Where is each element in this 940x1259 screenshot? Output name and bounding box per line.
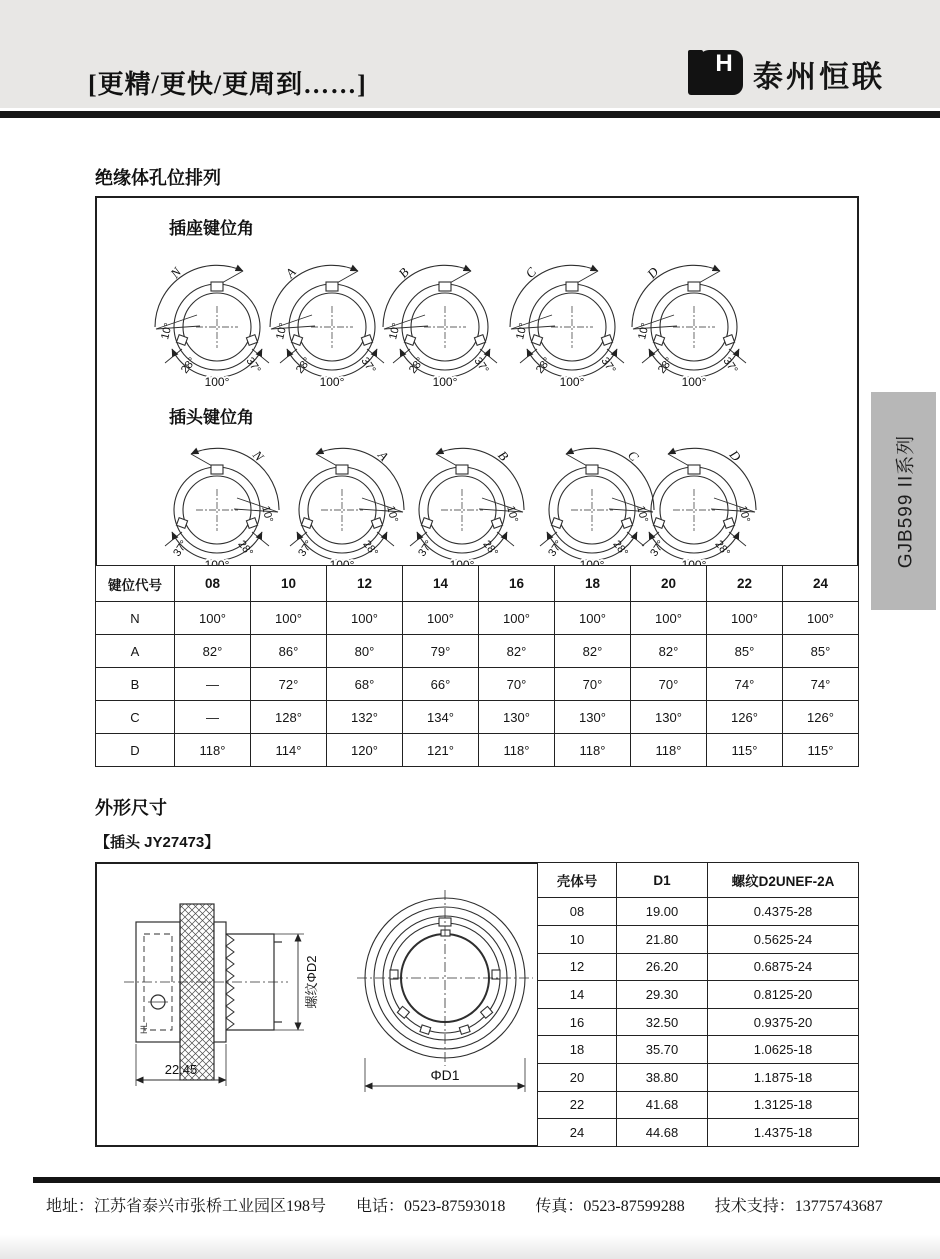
shell-size-table-row-key: 10	[538, 925, 617, 953]
shell-size-table-value-cell: 26.20	[617, 953, 708, 981]
shell-size-table-value-cell: 19.00	[617, 898, 708, 926]
key-angle-table-value-cell: 79°	[403, 635, 479, 668]
plug-key-diagram-D	[629, 426, 759, 588]
key-angle-table-value-cell: 120°	[327, 734, 403, 767]
key-angle-table-value-cell: 100°	[403, 602, 479, 635]
angle-10-label: 10°	[387, 321, 403, 341]
shell-size-table-value-cell: 0.4375-28	[708, 898, 859, 926]
key-angle-table-value-cell: 118°	[555, 734, 631, 767]
logo-monogram: H	[715, 50, 733, 77]
angle-28-label: 28°	[480, 538, 501, 559]
shell-size-table-row	[538, 981, 859, 1009]
series-label: GJB599 II系列	[895, 434, 916, 568]
angle-100-label: 100°	[681, 375, 707, 389]
key-angle-table-value-cell: 100°	[175, 602, 251, 635]
angle-100-label: 100°	[559, 375, 585, 389]
key-angle-table-value-cell: —	[175, 668, 251, 701]
key-angle-table-value-cell: 100°	[707, 602, 783, 635]
key-angle-table-value-cell: 126°	[707, 701, 783, 734]
footer-fax: 传真：0523-87599288	[535, 1198, 685, 1215]
shell-size-table-row-key: 16	[538, 1008, 617, 1036]
angle-10-label: 10°	[634, 504, 650, 524]
shell-size-table-column-header: D1	[617, 863, 708, 898]
key-angle-table-row-key: C	[96, 701, 175, 734]
key-angle-table-column-header: 12	[327, 566, 403, 602]
key-angle-table-value-cell: 82°	[631, 635, 707, 668]
angle-28-label: 28°	[712, 538, 733, 559]
key-angle-table-column-header: 20	[631, 566, 707, 602]
key-angle-table-value-cell: 130°	[631, 701, 707, 734]
key-angle-table-value-cell: 134°	[403, 701, 479, 734]
angle-28-label: 28°	[360, 538, 381, 559]
angle-100-label: 100°	[204, 375, 230, 389]
angle-10-label: 10°	[159, 321, 175, 341]
socket-key-diagram-A	[267, 243, 397, 405]
shell-size-table-value-cell: 1.1875-18	[708, 1064, 859, 1092]
angle-10-label: 10°	[736, 504, 752, 524]
key-angle-table-row-key: N	[96, 602, 175, 635]
socket-key-diagram-C	[507, 243, 637, 405]
angle-10-label: 10°	[259, 504, 275, 524]
key-angle-table-row-key: B	[96, 668, 175, 701]
header-divider	[0, 111, 940, 118]
key-angle-table-value-cell: 85°	[707, 635, 783, 668]
key-angle-table-value-cell: 100°	[631, 602, 707, 635]
key-angle-table-value-cell: 126°	[783, 701, 859, 734]
key-angle-table-value-cell: 118°	[631, 734, 707, 767]
key-angle-table-value-cell: 100°	[783, 602, 859, 635]
key-angle-table-row	[96, 635, 859, 668]
shell-size-table-value-cell: 0.8125-20	[708, 981, 859, 1009]
shell-size-table-column-header: 壳体号	[538, 863, 617, 898]
shell-size-table-value-cell: 0.5625-24	[708, 925, 859, 953]
header-slogan: [更精/更快/更周到……]	[88, 70, 367, 99]
key-angle-table-row	[96, 602, 859, 635]
key-angle-table-value-cell: 82°	[555, 635, 631, 668]
plug-key-diagram-A	[277, 426, 407, 588]
dimensions-section-title: 外形尺寸	[95, 798, 167, 818]
plug-side-view-drawing	[122, 882, 357, 1122]
key-angle-table-value-cell: 121°	[403, 734, 479, 767]
shell-size-table-value-cell: 0.9375-20	[708, 1008, 859, 1036]
shell-size-table-column-header: 螺纹D2UNEF-2A	[708, 863, 859, 898]
shell-size-table-row	[538, 953, 859, 981]
shell-size-table-value-cell: 1.0625-18	[708, 1036, 859, 1064]
key-letter-label: N	[167, 264, 185, 281]
dimensions-box	[95, 862, 859, 1147]
key-angle-table-value-cell: 100°	[327, 602, 403, 635]
angle-37-label: 37°	[648, 538, 668, 559]
footer	[46, 1193, 926, 1216]
key-angle-table-value-cell: 74°	[783, 668, 859, 701]
key-angle-table-value-cell: 72°	[251, 668, 327, 701]
key-angle-table-value-cell: 114°	[251, 734, 327, 767]
key-angle-table-value-cell: 80°	[327, 635, 403, 668]
shell-size-table-value-cell: 44.68	[617, 1119, 708, 1147]
shell-size-table-value-cell: 41.68	[617, 1091, 708, 1119]
shell-size-table-value-cell: 38.80	[617, 1064, 708, 1092]
plug-model-subtitle: 【插头 JY27473】	[95, 834, 220, 851]
key-angle-table-value-cell: 66°	[403, 668, 479, 701]
key-angle-table-column-header: 08	[175, 566, 251, 602]
key-letter-label: D	[726, 447, 745, 465]
angle-37-label: 37°	[416, 538, 436, 559]
shell-size-table-value-cell: 21.80	[617, 925, 708, 953]
angle-28-label: 28°	[406, 355, 427, 376]
shell-size-table-row-key: 18	[538, 1036, 617, 1064]
angle-28-label: 28°	[533, 355, 554, 376]
angle-10-label: 10°	[384, 504, 400, 524]
shell-size-table-value-cell: 32.50	[617, 1008, 708, 1036]
angle-28-label: 28°	[610, 538, 631, 559]
plug-front-view-drawing	[345, 880, 545, 1120]
shell-size-table-value-cell: 1.4375-18	[708, 1119, 859, 1147]
insulator-diagram-box	[95, 196, 859, 767]
key-angle-table-column-header: 14	[403, 566, 479, 602]
key-angle-table-row	[96, 668, 859, 701]
angle-37-label: 37°	[471, 355, 491, 376]
socket-key-diagram-N	[152, 243, 282, 405]
shell-size-table-value-cell: 1.3125-18	[708, 1091, 859, 1119]
angle-28-label: 28°	[293, 355, 314, 376]
key-angle-table-value-cell: 70°	[631, 668, 707, 701]
key-angle-table-value-cell: 100°	[479, 602, 555, 635]
key-angle-table-value-cell: 100°	[251, 602, 327, 635]
angle-10-label: 10°	[504, 504, 520, 524]
hl-mark-label: HL	[139, 1022, 149, 1034]
key-angle-table-value-cell: 130°	[555, 701, 631, 734]
key-angle-table-header-row	[96, 566, 859, 602]
shell-size-table-row	[538, 898, 859, 926]
plug-key-diagram-B	[397, 426, 527, 588]
key-angle-table-row	[96, 701, 859, 734]
plug-key-diagram-N	[152, 426, 282, 588]
key-letter-label: A	[375, 447, 392, 464]
key-angle-table-value-cell: 82°	[175, 635, 251, 668]
key-angle-table-value-cell: 130°	[479, 701, 555, 734]
shell-size-table-row-key: 14	[538, 981, 617, 1009]
shell-size-table-row	[538, 1008, 859, 1036]
key-letter-label: C	[522, 264, 540, 281]
angle-37-label: 37°	[171, 538, 191, 559]
plug-key-angle-label: 插头键位角	[169, 408, 254, 427]
shell-size-table-row-key: 12	[538, 953, 617, 981]
key-angle-table-column-header: 22	[707, 566, 783, 602]
key-angle-table-value-cell: 118°	[175, 734, 251, 767]
key-letter-label: N	[249, 447, 267, 464]
key-angle-table-value-cell: 70°	[479, 668, 555, 701]
brand-name: 泰州恒联	[753, 61, 885, 94]
key-angle-table-value-cell: —	[175, 701, 251, 734]
key-angle-table-row	[96, 734, 859, 767]
key-angle-table-value-cell: 128°	[251, 701, 327, 734]
shell-size-table-value-cell: 35.70	[617, 1036, 708, 1064]
key-letter-label: B	[395, 264, 412, 281]
key-letter-label: C	[624, 447, 642, 464]
angle-10-label: 10°	[514, 321, 530, 341]
thread-dim-label: 螺纹ΦD2	[304, 955, 319, 1009]
key-angle-table-value-cell: 115°	[707, 734, 783, 767]
company-logo	[688, 48, 885, 100]
angle-28-label: 28°	[655, 355, 676, 376]
key-letter-label: B	[495, 447, 512, 464]
key-letter-label: A	[282, 264, 299, 281]
key-angle-table-column-header: 10	[251, 566, 327, 602]
key-angle-table-value-cell: 118°	[479, 734, 555, 767]
footer-address: 地址：江苏省泰兴市张桥工业园区198号	[46, 1198, 327, 1215]
lh-logo-icon	[688, 48, 744, 100]
key-angle-table-value-cell: 100°	[555, 602, 631, 635]
shell-size-table-row-key: 20	[538, 1064, 617, 1092]
shell-size-table-row	[538, 1036, 859, 1064]
key-angle-table-row-key: D	[96, 734, 175, 767]
key-angle-table-value-cell: 82°	[479, 635, 555, 668]
key-angle-table-column-header: 18	[555, 566, 631, 602]
shell-size-table-row-key: 22	[538, 1091, 617, 1119]
key-angle-table-column-header: 16	[479, 566, 555, 602]
shell-size-table-row	[538, 1091, 859, 1119]
angle-37-label: 37°	[598, 355, 618, 376]
page-bottom-fade	[0, 1235, 940, 1259]
footer-phone: 电话：0523-87593018	[356, 1198, 506, 1215]
key-angle-table-column-header: 键位代号	[96, 566, 175, 602]
socket-key-angle-label: 插座键位角	[169, 219, 254, 238]
angle-100-label: 100°	[432, 375, 458, 389]
key-letter-label: D	[643, 264, 662, 282]
socket-key-diagram-B	[380, 243, 510, 405]
shell-size-table	[537, 862, 859, 1147]
angle-37-label: 37°	[243, 355, 263, 376]
shell-size-table-value-cell: 29.30	[617, 981, 708, 1009]
key-angle-table-value-cell: 68°	[327, 668, 403, 701]
footer-support: 技术支持：13775743687	[714, 1198, 883, 1215]
angle-37-label: 37°	[720, 355, 740, 376]
key-angle-table-value-cell: 74°	[707, 668, 783, 701]
shell-size-table-row-key: 08	[538, 898, 617, 926]
width-dim-label: 22.45	[164, 1062, 198, 1077]
key-angle-table-value-cell: 132°	[327, 701, 403, 734]
shell-size-table-row	[538, 1119, 859, 1147]
angle-28-label: 28°	[235, 538, 256, 559]
key-angle-table-value-cell: 70°	[555, 668, 631, 701]
angle-37-label: 37°	[296, 538, 316, 559]
key-angle-table-row-key: A	[96, 635, 175, 668]
shell-size-table-row	[538, 1064, 859, 1092]
shell-size-table-row	[538, 925, 859, 953]
angle-37-label: 37°	[358, 355, 378, 376]
socket-key-diagram-D	[629, 243, 759, 405]
insulator-section-title: 绝缘体孔位排列	[95, 168, 221, 188]
key-angle-table	[95, 565, 859, 767]
angle-37-label: 37°	[546, 538, 566, 559]
angle-10-label: 10°	[274, 321, 290, 341]
angle-28-label: 28°	[178, 355, 199, 376]
series-side-tab	[871, 392, 936, 610]
angle-10-label: 10°	[636, 321, 652, 341]
key-angle-table-column-header: 24	[783, 566, 859, 602]
key-angle-table-value-cell: 115°	[783, 734, 859, 767]
shell-size-table-header-row	[538, 863, 859, 898]
key-angle-table-value-cell: 86°	[251, 635, 327, 668]
angle-100-label: 100°	[319, 375, 345, 389]
key-angle-table-value-cell: 85°	[783, 635, 859, 668]
shell-size-table-row-key: 24	[538, 1119, 617, 1147]
shell-size-table-value-cell: 0.6875-24	[708, 953, 859, 981]
footer-divider	[33, 1177, 940, 1183]
diameter-dim-label: ΦD1	[430, 1067, 460, 1083]
